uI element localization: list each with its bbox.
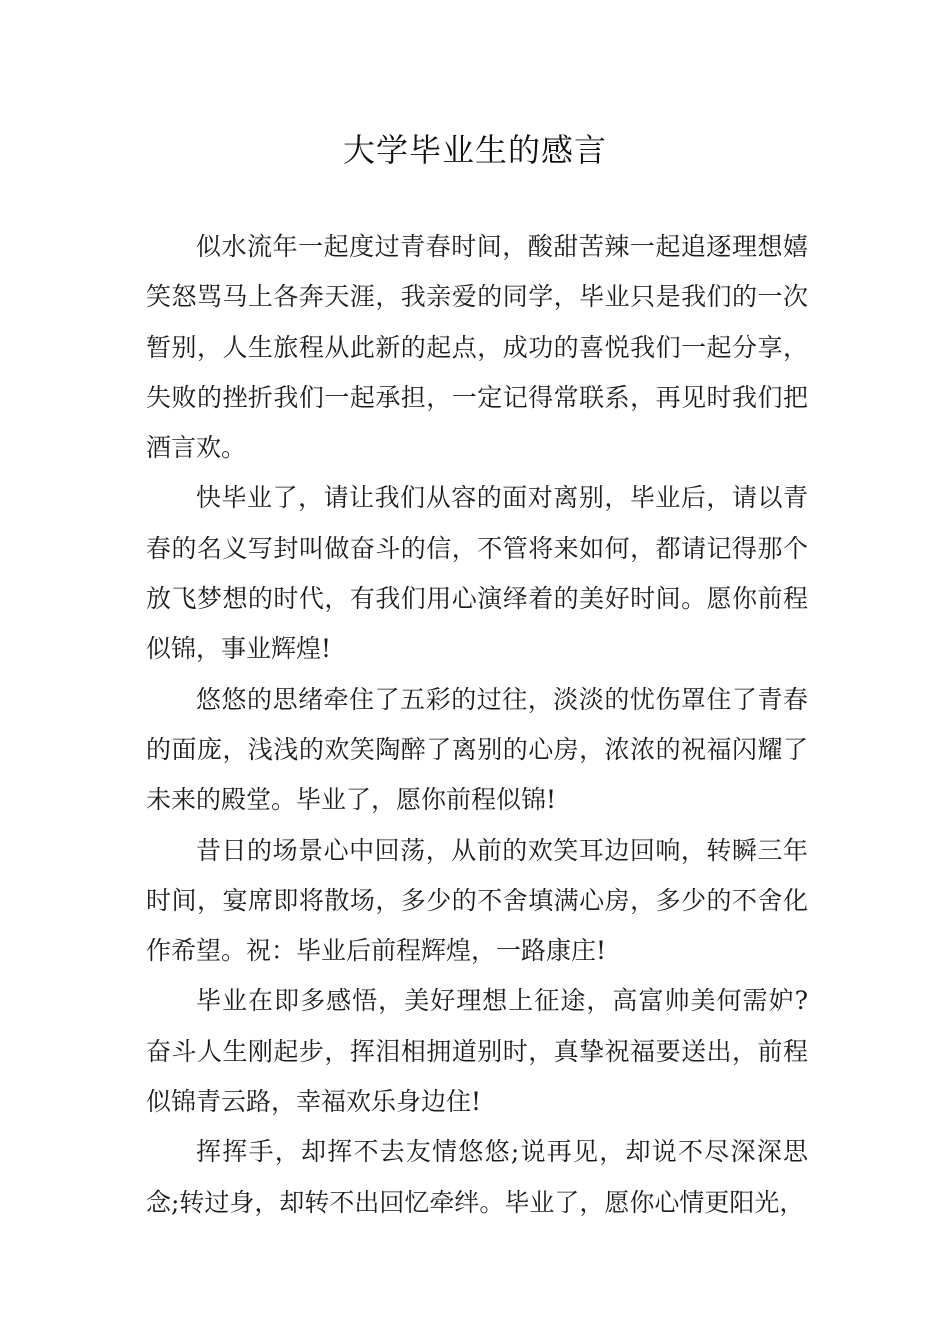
paragraph-3: 悠悠的思绪牵住了五彩的过往，淡淡的忧伤罩住了青春的面庞，浅浅的欢笑陶醉了离别的心房，浓浓的祝福闪耀了未来的殿堂。毕业了，愿你前程似锦! [146, 684, 808, 815]
page-title: 大学毕业生的感言 [342, 131, 607, 169]
paragraph-5: 毕业在即多感悟，美好理想上征途，高富帅美何需妒?奋斗人生刚起步，挥泪相拥道别时，真挚祝福要送出，前程似锦青云路，幸福欢乐身边住! [146, 986, 808, 1117]
paragraph-4: 昔日的场景心中回荡，从前的欢笑耳边回响，转瞬三年时间，宴席即将散场，多少的不舍填满心房，多少的不舍化作希望。祝：毕业后前程辉煌，一路康庄! [146, 835, 808, 966]
paragraph-2: 快毕业了，请让我们从容的面对离别，毕业后，请以青春的名义写封叫做奋斗的信，不管将来如何，都请记得那个放飞梦想的时代，有我们用心演绎着的美好时间。愿你前程似锦，事业辉煌! [146, 483, 808, 664]
document-body [146, 222, 808, 1228]
paragraph-1: 似水流年一起度过青春时间，酸甜苦辣一起追逐理想嬉笑怒骂马上各奔天涯，我亲爱的同学，毕业只是我们的一次暂别，人生旅程从此新的起点，成功的喜悦我们一起分享，失败的挫折我们一起承担，一定记得常联系，再见时我们把酒言欢。 [146, 232, 808, 463]
paragraph-6: 挥挥手，却挥不去友情悠悠;说再见，却说不尽深深思念;转过身，却转不出回忆牵绊。毕业了，愿你心情更阳光， [146, 1137, 808, 1217]
